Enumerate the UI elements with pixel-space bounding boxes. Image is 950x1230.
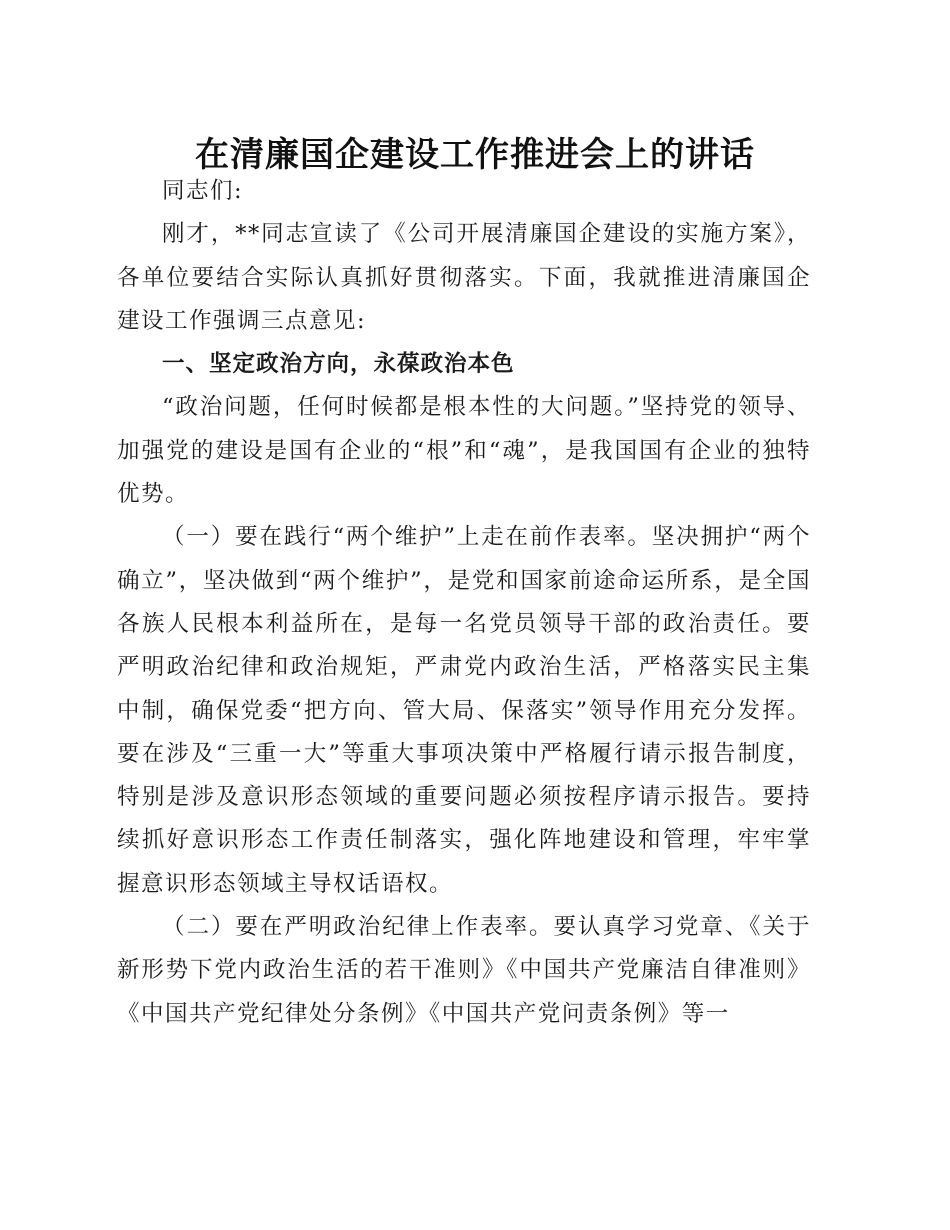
section-heading: 一、坚定政治方向，永葆政治本色	[162, 351, 515, 378]
body-paragraph: “政治问题，任何时候都是根本性的大问题。”坚持党的领导、加强党的建设是国有企业的“根”和“魂”，是我国国有企业的独特优势。	[117, 394, 811, 508]
salutation-paragraph: 同志们:	[162, 178, 244, 204]
intro-paragraph: 刚才，**同志宣读了《公司开展清廉国企建设的实施方案》，各单位要结合实际认真抓好贯彻落实。下面，我就推进清廉国企建设工作强调三点意见:	[117, 221, 811, 334]
body-paragraph: （二）要在严明政治纪律上作表率。要认真学习党章、《关于新形势下党内政治生活的若干准则》《中国共产党廉洁自律准则》《中国共产党纪律处分条例》《中国共产党问责条例》等一	[117, 914, 811, 1027]
document-body	[117, 170, 811, 1036]
document-title: 在清廉国企建设工作推进会上的讲话	[195, 135, 755, 175]
body-paragraph: （一）要在践行“两个维护”上走在前作表率。坚决拥护“两个确立”，坚决做到“两个维护”，是党和国家前途命运所系，是全国各族人民根本利益所在，是每一名党员领导干部的政治责任。要严明政治纪律和政治规矩，严肃党内政治生活，严格落实民主集中制，确保党委“把方向、管大局、保落实”领导作用充分发挥。要在涉及“三重一大”等重大事项决策中严格履行请示报告制度，特别是涉及意识形态领域的重要问题必须按程序请示报告。要持续抓好意识形态工作责任制落实，强化阵地建设和管理，牢牢掌握意识形态领域主导权话语权。	[117, 524, 811, 897]
